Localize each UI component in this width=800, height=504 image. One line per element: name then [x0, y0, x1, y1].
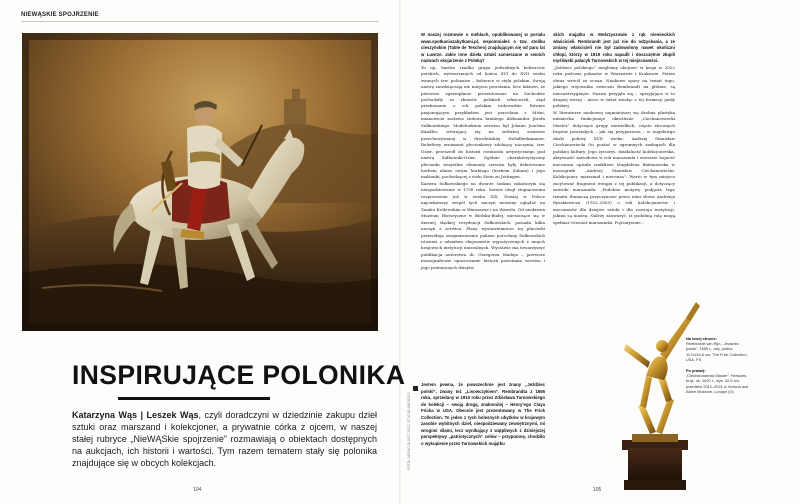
- lead-paragraph: [72, 409, 377, 469]
- image-captions: [686, 336, 752, 400]
- caption-left-page: [686, 336, 752, 362]
- photo-credit: FOTO: AGENCJA DOT 2022, STUDIO ANDRZEJ: [407, 392, 411, 470]
- caption-right-text: „Ciechanowiecki Master”, Herkules, brąz, ok. 1620 r., wys. 32,5 cm, przedtem 2012–2021 w Victoria and Albert Museum, Londyn (G): [686, 373, 749, 394]
- section-label: NIEWĄSKIE SPOJRZENIE: [21, 12, 99, 18]
- article-headline: INSPIRUJĄCE POLONIKA: [72, 360, 406, 390]
- column1-bottom-question: Jestem pewna, że powszechnie jest znany „Jeździec polski”, zwany też „Lisowczykiem”. Rembrandta z 1655 roku, sprzedany w 1910 roku przez Zdzisława Tarnowskiego do kolekcji – swoją drogą, znakomitej – Henry’ego Claya Fricka w USA. Obecnie jest prezentowany w The Frick Collection. To jeden z tych bolesnych ubytków w krajowym zasobie wybitnych dzieł, niespodziewany zewnętrznymi, mi wrogimi siłami, lecz wynikający z wątpliwych z dzisiejszej perspektywy „patriotycznych” celów – przypomnę, chodziło o wykupienie przez Tarnowskich majątku: [421, 382, 545, 446]
- column1-paragraph-2: Kariera Sułkowskiego na dworze saskim zakończyła się niespodziewanie w 1738 roku. Serwis uległ stopniowemu rozproszeniu już w wieku XIX. Dzisiaj w Polsce najciekawszy zespół tych naczyń możemy oglądać na Zamku Królewskim w Warszawie i na Wawelu. Od niedawna Muzeum Historyczne w Bielsku-Białej, mieszczące się w dawnej śląskiej rezydencji Sułkowskich, posiada kilka naczyń z serwisu. Plany wystawiennicze tej placówki przewidują zorganizowanie pokazu porcelany Sułkowskich również z udziałem eksponatów wypożyczonych z innych krajowych instytucji muzealnych. Wystawie ma towarzyszyć publikacja autorstwa dr. Grzegorza Madeja – pierwsze monograficzne opracowanie historii powstania serwisu i jego późniejszych dziejów.: [421, 180, 545, 270]
- column2-intro: skich majątku w Mokrzyszowie z rąk niemieckich właścicieli. Rembrandt jest już nie do odzyskania, a ze zmiany właścicieli nie był zadowolony nawet okoliczni chłopi, którzy w 1919 roku napadli i doszczętnie złupili myśliwski pałacyk Tarnowskich w tej miejscowości.: [553, 32, 675, 64]
- caption-left-title: Na lewej stronie:: [686, 336, 717, 341]
- text-column-2: [553, 32, 675, 226]
- section-rule: [21, 21, 379, 22]
- column1-intro: W naszej rozmowie o meblach, opublikowanej w portalu www.spotkaniazabytkami.pl, wspomniałeś o tzw. stoliku cieszyńskim (Table de Teschen) znajdującym się od paru lat w Luwrze. Jakie inne dzieła sztuki zamieszane w swoich nazwach skojarzenie z Polską?: [421, 32, 545, 64]
- text-column-1: [421, 32, 545, 271]
- column1-paragraph-1: To np. bardzo rzadka grupa jedwabnych kobierców perskich, wytwarzanych od końca XVI do XVII wieku zwanych tzw. polonaise – kobierce w stylu polskim. Swoją nazwę zawdzięczają nie miejscu powstania, lecz faktowi, że pierwsze egzemplarze prezentowane na Zachodzie pochodziły ze zbiorów polskich właścicieli, stąd przekonanie o ich polskim rodowodzie. Równie pasjonującym przykładem jest porcelana z Miśni, mianowicie zastawa stołowa hrabiego Aleksandra Józefa Sułkowskiego. Modelunkiem serwisu był Johann Joachim Kändler, wtórujący się na srebrnej zastawie przechowywanej w drezdeńskiej Hofsilberkammer. Reliefowy ornament plecionkowy zdobiący naczynia, tzw. Ozier, przeszedł do historii rzemiosła artystycznego pod nazwą Sułkowski-Ozier. Ogólnie charakterystyczny plecionki wszystkie elementy serwisu były dekorowane herbem alians owym hrabiego (herbem Sulima) i jego małżonki, pochodzącej z rodu Stein zu Jettingen.: [421, 64, 545, 180]
- caption-left-text: Rembrandt van Rijn, „Jeździec polski”, 1655 r., olej, płótno, 117x134,6 cm, The Frick Collection, USA, FS: [686, 341, 748, 362]
- column2-paragraph-2: W literaturze naukowej najmniejszej się drobna plastyka niemiecka funkcjonuje określenie „Ciechanowiecki Master” dotyczące grupy niewielkich, często złoconych brązów powstałych – jak się przypuszcza – w Augsburgu około połowy XVII wieku. Andrzej Stanisław Ciechanowiecki (to postać w ogromnych zasługach dla polskiej kultury. Jego życiorys, działalność kolekcjonerska, aktywność zawodowa w roli marszanda i wreszcie hojność mecenasa opisała wnikliwie Magdalena Białonowska w monografii „Andrzej Stanisław Ciechanowiecki. Kolekcjoner, marszand i mecenas”. Warto w tym miejscu zacytować fragment wstępu z tej publikacji, a dotyczący zawodu marszanda: „Podobne motywy podjęcia tego tematu tłumaczą przyczynowe przez nimi słowa Andrzeja Ryszkiewicza (1922–2005) o roli kolekcjonerów i mecenasów dla dziejów sztuki i dla rozwoju instytucji, jakimi są muzea. Należy zauważyć, iż podobną rolę mogą spełniać również marszandzi. Pojciatywnie ›: [553, 109, 675, 225]
- question-marker: [413, 386, 418, 391]
- page-gutter: [399, 0, 401, 504]
- page-number-left: 104: [193, 487, 202, 493]
- page-number-right: 105: [593, 487, 602, 493]
- lead-authors: Katarzyna Wąs | Leszek Wąs: [72, 410, 199, 420]
- headline-rule: [118, 397, 270, 400]
- caption-right-page: [686, 368, 752, 394]
- lead-text: , czyli doradczyni w dziedzinie zakupu dzieł sztuki oraz marszand i kolekcjoner, a prywatnie córka z ojcem, w naszej stałej rubryce „NieWĄSkie spojrzenie” rozmawiają o obiektach dostępnych na aukcjach, ich historii i wartości. Tym razem tematem stały się polonika znajdujące się w obcych kolekcjach.: [72, 410, 377, 468]
- column2-paragraph-1: „Jeździec polskiego” mogliśmy obejrzeć w kraju w 2022 roku podczas pokazów w Warszawie i Krakowie. Potem obraz wrócił za ocean. Naukowe spory na temat tego, jakiego wojownika zwieczni Rembrandt na płótnie, są nierozstrzygnięte. Nazwa przyjęła się – sprzyjająca w to drugiej wersji – nieco w świat wiodąc z tej formacji jazdy polskiej.: [553, 64, 675, 109]
- caption-right-title: Po prawej:: [686, 368, 706, 374]
- painting-polish-rider: [22, 33, 378, 331]
